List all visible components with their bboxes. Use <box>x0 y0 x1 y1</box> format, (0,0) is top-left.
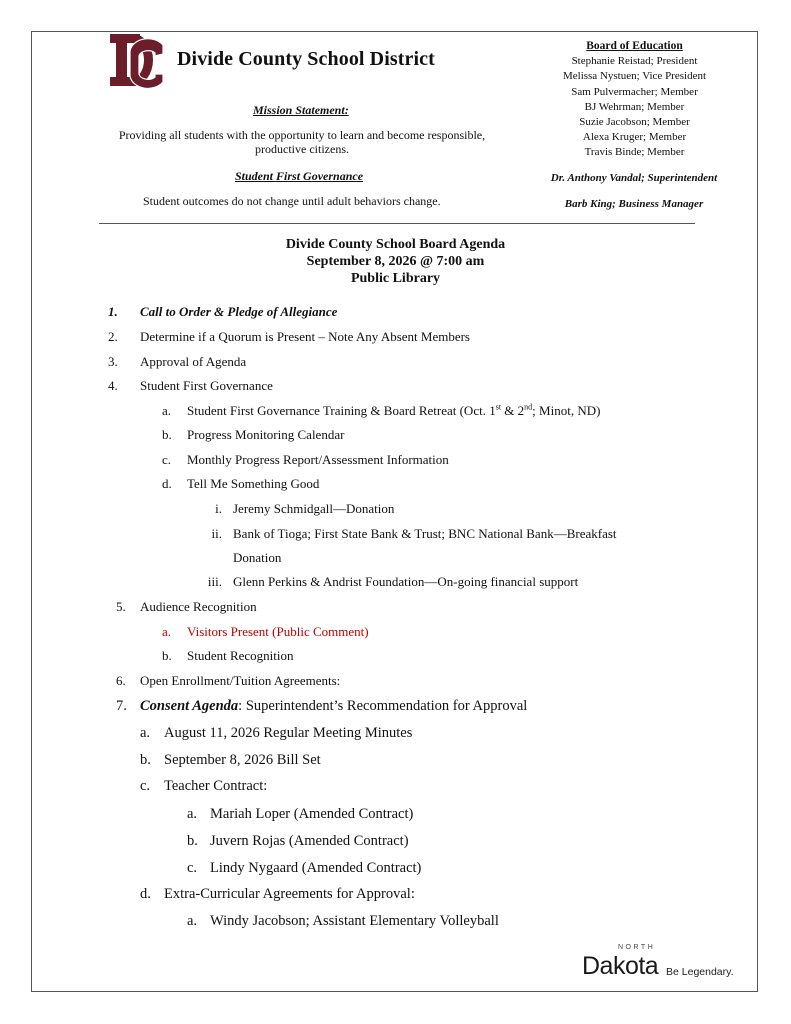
agenda-date: September 8, 2026 @ 7:00 am <box>306 254 485 269</box>
item-text: Consent Agenda: Superintendent’s Recommendation for Approval <box>140 698 528 714</box>
mission-text: Providing all students with the opportunity to learn and become responsible, productive citizens. <box>118 128 486 156</box>
item-text: Extra-Curricular Agreements for Approval: <box>164 886 415 902</box>
item-number: 7. <box>116 698 127 714</box>
business-manager: Barb King; Business Manager <box>564 198 704 210</box>
item-text: Approval of Agenda <box>140 354 247 369</box>
item-letter: a. <box>162 403 172 418</box>
north-dakota-logo: NORTH Dakota Be Legendary. <box>582 944 734 980</box>
item-text: Monthly Progress Report/Assessment Information <box>187 452 449 467</box>
item-text: Bank of Tioga; First State Bank & Trust; BNC National Bank—Breakfast <box>233 526 617 541</box>
mission-heading: Mission Statement: <box>253 103 349 117</box>
agenda-page <box>31 31 758 992</box>
item-letter: b. <box>162 427 172 442</box>
superintendent: Dr. Anthony Vandal; Superintendent <box>550 172 718 184</box>
item-text: Juvern Rojas (Amended Contract) <box>210 833 409 849</box>
item-letter: b. <box>140 752 151 768</box>
item-number: 1. <box>108 304 118 319</box>
item-text: Student Recognition <box>187 648 294 663</box>
item-number: 2. <box>108 329 118 344</box>
item-text: August 11, 2026 Regular Meeting Minutes <box>164 725 413 741</box>
item-text: Mariah Loper (Amended Contract) <box>210 806 414 822</box>
board-member: BJ Wehrman; Member <box>584 100 685 113</box>
item-letter: c. <box>162 452 172 467</box>
agenda-title-line: Divide County School Board Agenda <box>285 237 506 252</box>
board-member: Travis Binde; Member <box>584 146 685 159</box>
item-text: Call to Order & Pledge of Allegiance <box>140 304 338 319</box>
item-roman: ii. <box>211 526 222 541</box>
item-letter: a. <box>187 913 198 929</box>
consent-agenda-label: Consent Agenda <box>140 698 239 714</box>
item-letter: d. <box>140 886 151 902</box>
board-member: Alexa Kruger; Member <box>582 131 687 144</box>
sfg-heading: Student First Governance <box>235 169 364 183</box>
board-member: Sam Pulvermacher; Member <box>571 85 698 98</box>
item-letter: c. <box>140 778 151 794</box>
item-letter: d. <box>162 476 172 491</box>
district-name: Divide County School District <box>177 48 435 70</box>
item-letter: a. <box>162 624 172 639</box>
item-text: Glenn Perkins & Andrist Foundation—On-going financial support <box>233 574 579 589</box>
item-text: Audience Recognition <box>140 599 257 614</box>
board-member: Stephanie Reistad; President <box>571 55 698 68</box>
item-letter: b. <box>187 833 198 849</box>
item-text: Tell Me Something Good <box>187 476 320 491</box>
item-text: Visitors Present (Public Comment) <box>187 624 369 639</box>
item-text: September 8, 2026 Bill Set <box>164 752 321 768</box>
item-roman: i. <box>215 501 222 516</box>
board-heading: Board of Education <box>586 40 683 52</box>
item-text: Determine if a Quorum is Present – Note Any Absent Members <box>140 329 470 344</box>
item-text: Progress Monitoring Calendar <box>187 427 345 442</box>
district-logo <box>108 32 166 92</box>
header-divider <box>99 223 695 224</box>
item-text-continued: Donation <box>233 550 282 565</box>
item-number: 4. <box>108 378 118 393</box>
item-roman: iii. <box>207 574 222 589</box>
item-text: Student First Governance <box>140 378 273 393</box>
sfg-text: Student outcomes do not change until adult behaviors change. <box>143 194 441 208</box>
agenda-title <box>32 236 759 287</box>
item-text: Jeremy Schmidgall—Donation <box>233 501 395 516</box>
board-member: Melissa Nystuen; Vice President <box>562 70 707 83</box>
item-text: Lindy Nygaard (Amended Contract) <box>210 860 422 876</box>
item-letter: c. <box>187 860 198 876</box>
item-number: 5. <box>116 599 126 614</box>
item-letter: a. <box>140 725 151 741</box>
item-text: Student First Governance Training & Board Retreat (Oct. 1st & 2nd; Minot, ND) <box>187 402 601 418</box>
item-letter: a. <box>187 806 198 822</box>
board-member: Suzie Jacobson; Member <box>579 116 690 129</box>
item-text: Teacher Contract: <box>164 778 268 794</box>
item-number: 6. <box>116 673 126 688</box>
item-number: 3. <box>108 354 118 369</box>
board-of-education <box>532 39 737 161</box>
agenda-location: Public Library <box>350 271 441 286</box>
item-letter: b. <box>162 648 172 663</box>
item-text: Open Enrollment/Tuition Agreements: <box>140 673 341 688</box>
item-text: Windy Jacobson; Assistant Elementary Volleyball <box>210 913 499 929</box>
